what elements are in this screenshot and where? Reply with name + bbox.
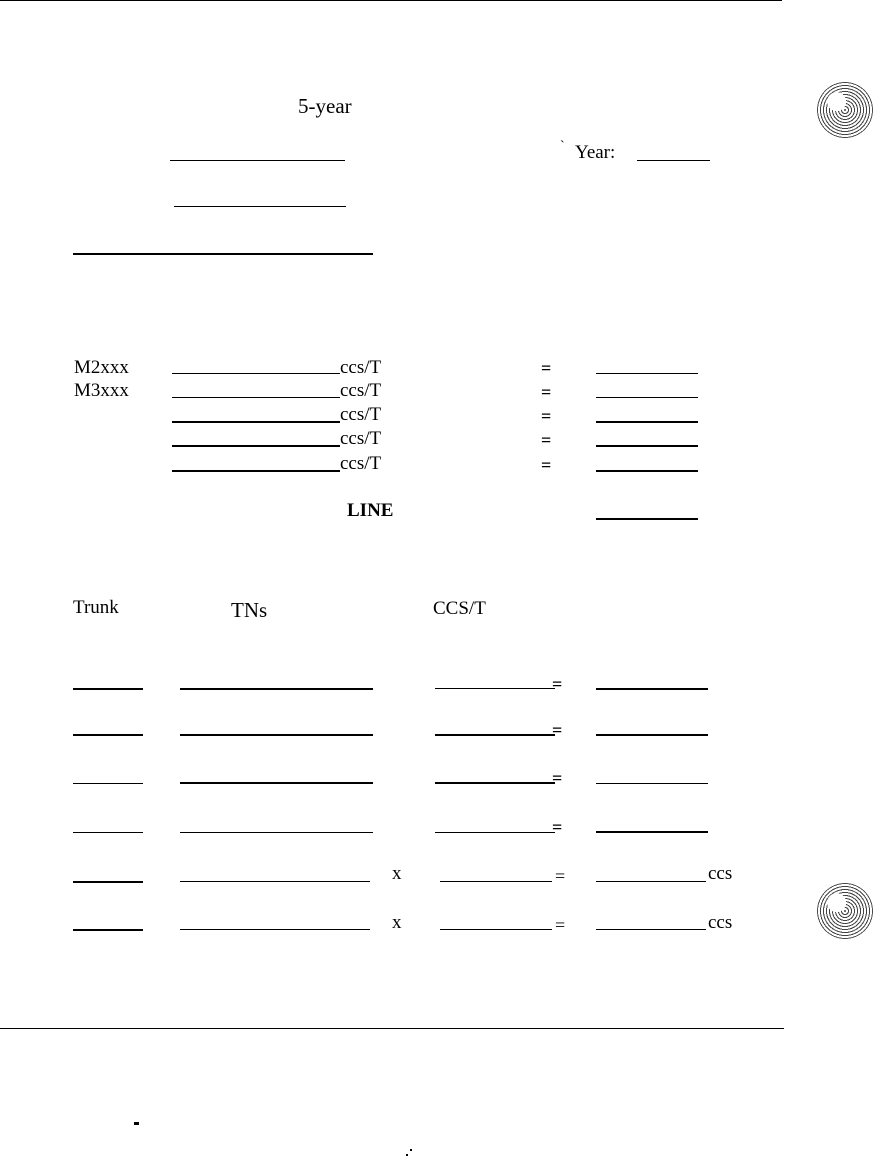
line-row-equals: = — [541, 430, 552, 450]
line-row-result[interactable] — [596, 445, 698, 447]
trunk-row-equals: = — [552, 817, 563, 837]
line-row-field[interactable] — [172, 445, 340, 447]
trunk-row-equals: = — [552, 768, 563, 788]
line-row-result[interactable] — [596, 421, 698, 423]
line-total-field[interactable] — [596, 518, 698, 520]
trunk-row-tns-field[interactable] — [180, 734, 373, 736]
trunk-row-equals: = — [552, 720, 563, 740]
trunk-row-tns-field[interactable] — [180, 832, 373, 833]
scan-speck — [410, 1149, 412, 1151]
trunk-row-tns-field[interactable] — [180, 688, 373, 690]
header-field-3[interactable] — [73, 253, 373, 255]
line-total-label: LINE — [347, 500, 394, 521]
line-row-field[interactable] — [172, 470, 340, 472]
trunk-row-trunk-field[interactable] — [73, 832, 143, 833]
trunk-row-ccs-field[interactable] — [435, 688, 555, 689]
trunk-row-equals: = — [555, 866, 566, 886]
line-row-equals: = — [541, 358, 552, 378]
bottom-rule — [0, 1028, 784, 1029]
top-rule — [0, 0, 782, 1]
line-row-result[interactable] — [596, 470, 698, 472]
line-row-result[interactable] — [596, 373, 698, 374]
trunk-row-unit-ccs: ccs — [708, 863, 733, 884]
ccs-t-header: CCS/T — [433, 598, 486, 619]
header-field-1[interactable] — [170, 160, 345, 161]
trunk-row-equals: = — [552, 674, 563, 694]
trunk-row-result[interactable] — [596, 783, 708, 784]
trunk-row-trunk-field[interactable] — [73, 881, 143, 883]
year-tick: ` — [560, 139, 565, 154]
globe-logo-icon — [817, 883, 873, 939]
trunk-row-trunk-field[interactable] — [73, 688, 143, 690]
trunk-row-ccs-field[interactable] — [435, 782, 555, 784]
line-row-equals: = — [541, 406, 552, 426]
trunk-row-result[interactable] — [596, 831, 708, 833]
line-row-unit: ccs/T — [340, 380, 382, 401]
year-label: Year: — [575, 142, 616, 163]
line-row-equals: = — [541, 382, 552, 402]
trunk-row-result[interactable] — [596, 688, 708, 690]
trunk-row-tns-field[interactable] — [180, 782, 373, 784]
trunk-row-trunk-field[interactable] — [73, 929, 143, 931]
trunk-row-ccs-field[interactable] — [440, 929, 552, 930]
trunk-row-x: x — [392, 863, 402, 884]
trunk-row-tns-field[interactable] — [180, 929, 370, 930]
line-row-label-m3xxx: M3xxx — [74, 380, 129, 401]
trunk-row-ccs-field[interactable] — [440, 881, 552, 882]
line-row-unit: ccs/T — [340, 357, 382, 378]
year-field[interactable] — [637, 160, 710, 161]
line-row-equals: = — [541, 455, 552, 475]
trunk-row-result[interactable] — [596, 734, 708, 736]
scan-speck — [406, 1154, 408, 1156]
line-row-result[interactable] — [596, 397, 698, 398]
globe-logo-icon — [817, 82, 873, 138]
trunk-row-x: x — [392, 912, 402, 933]
trunk-row-ccs-field[interactable] — [435, 734, 555, 736]
line-row-label-m2xxx: M2xxx — [74, 357, 129, 378]
tns-header: TNs — [231, 598, 268, 622]
trunk-header: Trunk — [73, 597, 119, 618]
trunk-row-tns-field[interactable] — [180, 881, 370, 882]
line-row-field[interactable] — [172, 397, 340, 398]
line-row-unit: ccs/T — [340, 428, 382, 449]
header-field-2[interactable] — [174, 206, 346, 207]
scan-speck — [134, 1122, 139, 1125]
line-row-field[interactable] — [172, 421, 340, 423]
trunk-row-result[interactable] — [596, 881, 706, 882]
trunk-row-ccs-field[interactable] — [435, 832, 555, 833]
line-row-unit: ccs/T — [340, 453, 382, 474]
trunk-row-result[interactable] — [596, 929, 706, 930]
line-row-unit: ccs/T — [340, 404, 382, 425]
trunk-row-unit-ccs: ccs — [708, 912, 733, 933]
trunk-row-equals: = — [555, 915, 566, 935]
trunk-row-trunk-field[interactable] — [73, 734, 143, 736]
line-row-field[interactable] — [172, 373, 340, 374]
trunk-row-trunk-field[interactable] — [73, 783, 143, 784]
five-year-label: 5-year — [298, 94, 352, 118]
